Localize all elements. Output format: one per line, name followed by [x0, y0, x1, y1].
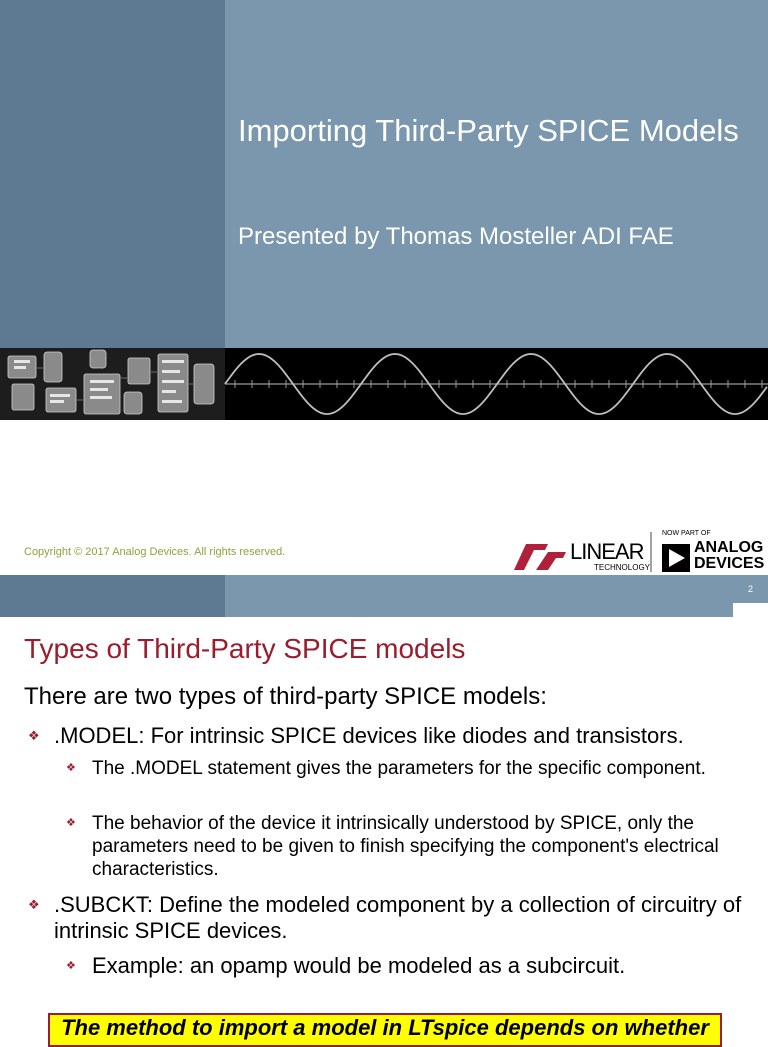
content-slide-title: Types of Third-Party SPICE models [24, 633, 466, 664]
sine-wave-graphic [225, 348, 768, 420]
diamond-bullet-icon: ❖ [28, 897, 40, 912]
diamond-bullet-icon: ❖ [28, 728, 40, 743]
sub-bullet-model-statement [66, 757, 752, 780]
intro-text: There are two types of third-party SPICE models: [24, 683, 547, 710]
content-slide [0, 575, 768, 1040]
circuit-board-illustration [0, 348, 225, 420]
sub-bullet-text: The .MODEL statement gives the parameters for the specific component. [92, 758, 706, 779]
title-right-panel [225, 0, 768, 348]
sub-bullet-text: The behavior of the device it intrinsically understood by SPICE, only the parameters need to be given to finish specifying the component's electrical characteristics. [92, 813, 719, 880]
content-header-left [0, 575, 225, 617]
presenter-line: Presented by Thomas Mosteller ADI FAE [238, 223, 674, 250]
devices-wordmark: DEVICES [694, 555, 765, 572]
page-number: 2 [733, 575, 768, 603]
circuit-board-image [0, 348, 225, 420]
content-header-right [225, 575, 733, 617]
diamond-bullet-icon: ❖ [66, 762, 76, 774]
linear-wordmark: LINEAR [570, 539, 644, 564]
bullet-subckt [28, 892, 754, 944]
copyright-notice: Copyright © 2017 Analog Devices. All rights reserved. [24, 546, 286, 558]
sine-wave-banner [225, 348, 768, 420]
bullet-model-text: .MODEL: For intrinsic SPICE devices like diodes and transistors. [54, 723, 684, 748]
sub-bullet-text: Example: an opamp would be modeled as a subcircuit. [92, 953, 626, 978]
sub-bullet-opamp-example [66, 953, 752, 979]
technology-subtitle: TECHNOLOGY [594, 563, 651, 572]
diamond-bullet-icon: ❖ [66, 817, 76, 829]
sub-bullet-model-behavior [66, 812, 754, 881]
diamond-bullet-icon: ❖ [66, 960, 76, 972]
title-left-panel [0, 0, 225, 348]
highlight-callout: The method to import a model in LTspice depends on whether [48, 1013, 722, 1047]
analog-wordmark: ANALOG [694, 539, 764, 556]
bullet-model [28, 723, 754, 749]
bullet-subckt-text: .SUBCKT: Define the modeled component by a collection of circuitry of intrinsic SPICE devices. [54, 892, 742, 943]
slide-title: Importing Third-Party SPICE Models [238, 113, 739, 148]
now-part-of-label: NOW PART OF [662, 530, 711, 537]
company-logos [512, 530, 764, 574]
